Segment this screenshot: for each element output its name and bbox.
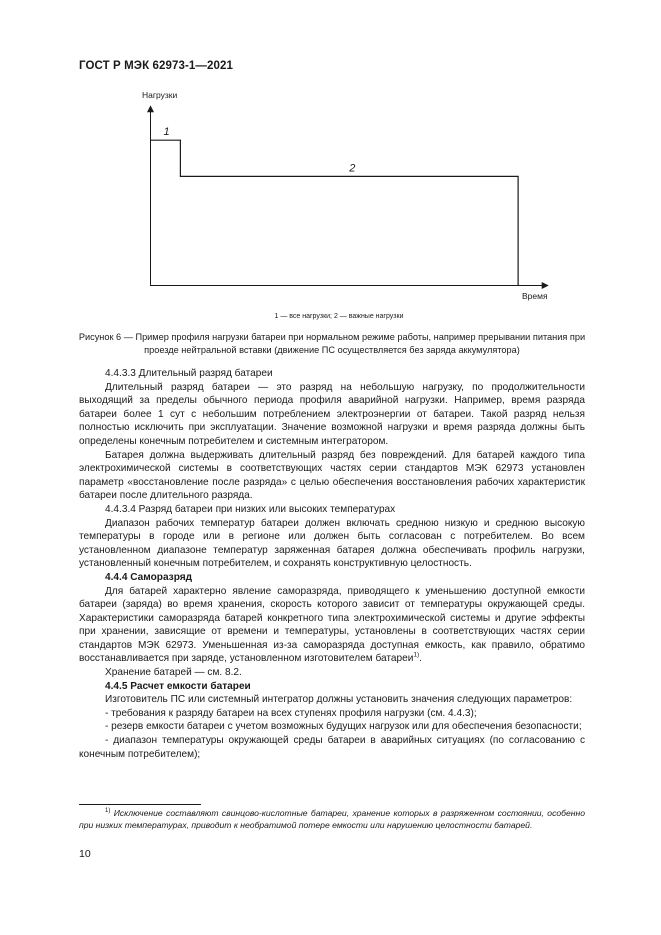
list-item: - диапазон температуры окружающей среды батареи в аварийных ситуациях (по согласованию с конечным потребителем);: [79, 735, 585, 760]
load-profile-line: [151, 140, 519, 285]
section-4-4-5-title: 4.4.5 Расчет емкости батареи: [105, 680, 251, 692]
list-item: - резерв емкости батареи с учетом возможных будущих нагрузок или для обеспечения безопасности;: [105, 721, 582, 733]
paragraph: Длительный разряд батареи — это разряд на небольшую нагрузку, по продолжительности выходящий за пределы обычного периода профиля аварийной нагрузки. Например, время разряда батареи более 1 сут с небольшим потреблением электроэнергии от батареи. Такой разряд нельзя полностью исключить при эксплуатации. Значение возможной нагрузки и время разряда должны быть определены конечным потребителем и системным интегратором.: [79, 381, 585, 447]
series-label-1: 1: [163, 126, 170, 139]
figure-caption: Рисунок 6 — Пример профиля нагрузки батареи при нормальном режиме работы, например прерывании питания при проезде нейтральной вставки (движение ПС осуществляется без заряда аккумулятора): [78, 332, 586, 355]
footnote-divider: [79, 804, 201, 805]
section-4-4-3-3-title: 4.4.3.3 Длительный разряд батареи: [105, 368, 273, 379]
paragraph: Хранение батарей — см. 8.2.: [105, 667, 242, 679]
paragraph: Для батарей характерно явление саморазряда, приводящего к уменьшению доступной емкости батареи (заряда) во время хранения, скорость которого зависит от температуры окружающей среды. Характеристики саморазряда батарей конкретного типа электрохимической системы и другие эффекты при хранении, зависящие от времени и температуры, установлены в соответствующих частях серии стандартов МЭК 62973. Уменьшенная из-за саморазряда доступная емкость, как правило, обратимо восстанавливается при заряде, установленном изготовителем батареи$^{1)}$.: [79, 585, 585, 665]
footnote-reference: 1): [413, 652, 420, 660]
footnote-text: Исключение составляют свинцово-кислотные батареи, хранение которых в разряженном состоянии, особенно при низких температурах, приводит к необратимой потере емкости или нарушению целостности батарей.: [79, 808, 585, 830]
paragraph: Диапазон рабочих температур батареи должен включать среднюю низкую и среднюю высокую температуры в городе или в регионе или должен быть согласован с потребителем. Во всем установленном диапазоне температур заряженная батарея должна обеспечивать профиль нагрузки, установленный конечным потребителем, и сохранять конструктивную целостность.: [79, 517, 585, 570]
paragraph-text: Для батарей характерно явление саморазряда, приводящего к уменьшению доступной емкости батареи (заряда) во время хранения, скорость которого зависит от температуры окружающей среды. Характеристики саморазряда батарей конкретного типа электрохимической системы и другие эффекты при хранении, зависящие от времени и температуры, установлены в соответствующих частях серии стандартов МЭК 62973. Уменьшенная из-за саморазряда доступная емкость, как правило, обратимо восстанавливается при заряде, установленном изготовителем батареи: [79, 585, 585, 665]
x-axis-label: Время: [522, 291, 548, 301]
chart-legend: 1 — все нагрузки; 2 — важные нагрузки: [274, 313, 404, 320]
footnote: [79, 807, 585, 831]
footnote-marker: 1): [105, 808, 111, 815]
paragraph: Изготовитель ПС или системный интегратор должны установить значения следующих параметров:: [105, 694, 573, 706]
y-axis-label: Нагрузки: [142, 90, 178, 100]
paragraph: Батарея должна выдерживать длительный разряд без повреждений. Для батарей каждого типа электрохимической системы в соответствующих частях серии стандартов МЭК 62973 установлен параметр «восстановление после разряда» с целью обеспечения восстановления рабочих характеристик батареи после длительного разряда.: [79, 449, 585, 502]
section-4-4-4-title: 4.4.4 Саморазряд: [105, 571, 193, 583]
list-item: - требования к разряду батареи на всех ступенях профиля нагрузки (см. 4.4.3);: [105, 707, 477, 719]
load-profile-chart: [0, 0, 661, 320]
series-label-2: 2: [349, 162, 356, 175]
page-number: 10: [79, 848, 91, 860]
body-text: [79, 367, 585, 761]
section-4-4-3-4-title: 4.4.3.4 Разряд батареи при низких или высоких температурах: [105, 503, 396, 515]
document-header: ГОСТ Р МЭК 62973-1—2021: [79, 60, 233, 72]
footnote-paragraph: [79, 807, 585, 831]
